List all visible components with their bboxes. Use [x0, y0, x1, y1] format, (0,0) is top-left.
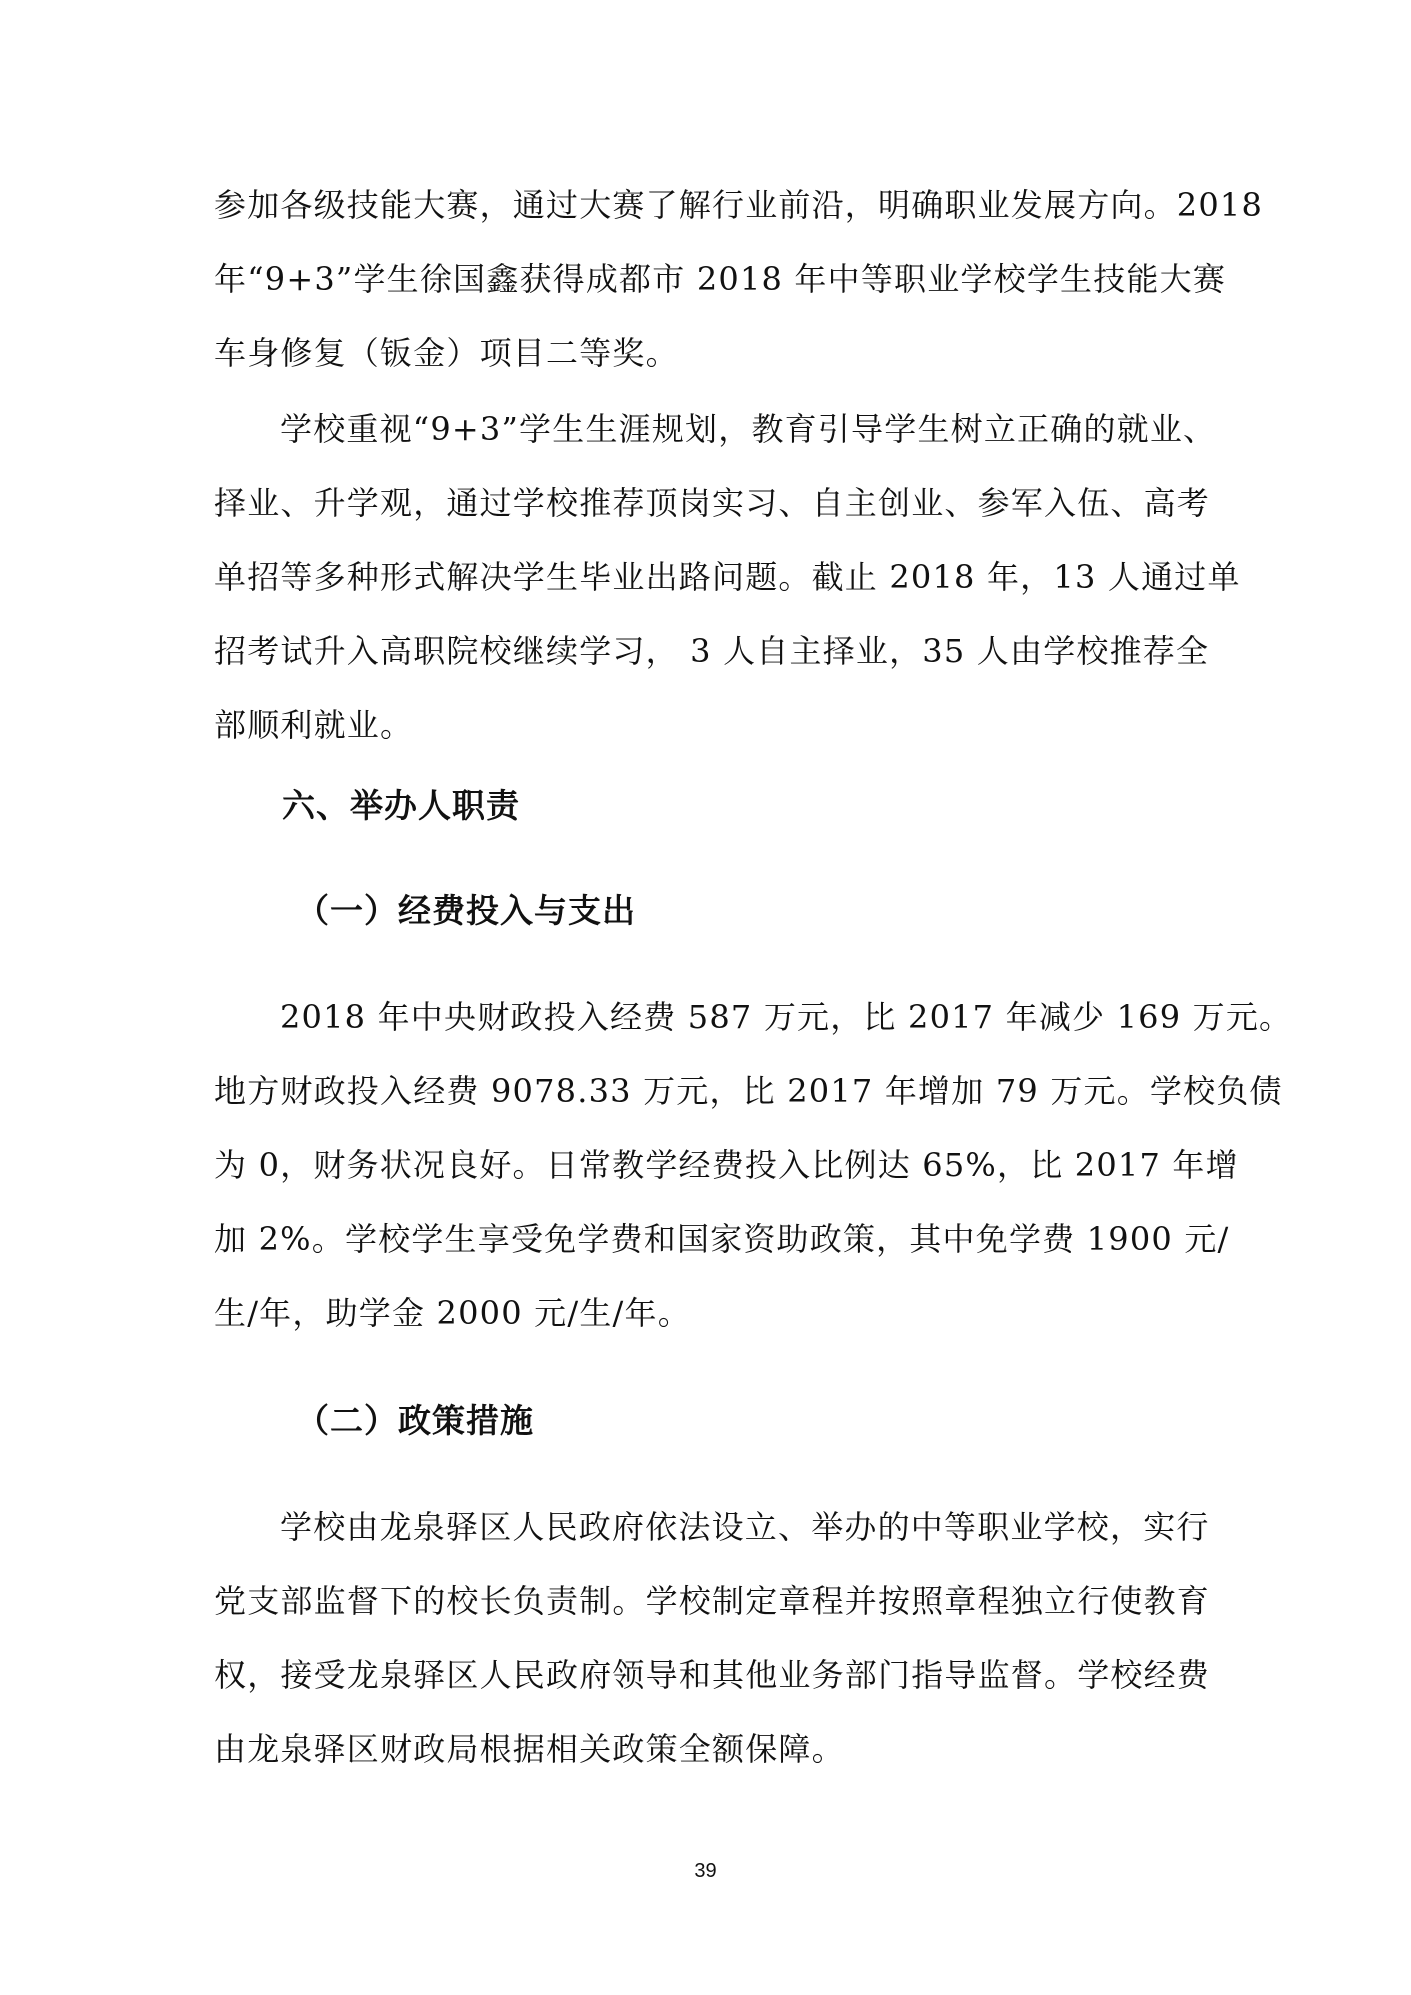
paragraph-skills-competition: [214, 168, 1264, 390]
paragraph-career-planning: [214, 392, 1241, 762]
paragraph-funding: [214, 980, 1293, 1350]
text-line: 地方财政投入经费 9078.33 万元，比 2017 年增加 79 万元。学校负债: [214, 1072, 1283, 1110]
paragraph-policy: [214, 1490, 1211, 1786]
subsection-heading: （一）经费投入与支出: [296, 891, 636, 930]
text-line: 择业、升学观，通过学校推荐顶岗实习、自主创业、参军入伍、高考: [214, 484, 1211, 522]
text-line: 部顺利就业。: [214, 706, 414, 744]
subsection-heading: （二）政策措施: [296, 1401, 534, 1440]
text-line: 单招等多种形式解决学生毕业出路问题。截止 2018 年，13 人通过单: [214, 558, 1241, 596]
section-heading: 六、举办人职责: [282, 786, 520, 825]
text-line: 学校由龙泉驿区人民政府依法设立、举办的中等职业学校，实行: [280, 1508, 1210, 1546]
text-line: 加 2%。学校学生享受免学费和国家资助政策，其中免学费 1900 元/: [214, 1220, 1230, 1258]
text-line: 参加各级技能大赛，通过大赛了解行业前沿，明确职业发展方向。2018: [214, 186, 1264, 224]
text-line: 生/年，助学金 2000 元/生/年。: [214, 1294, 691, 1332]
text-line: 为 0，财务状况良好。日常教学经费投入比例达 65%，比 2017 年增: [214, 1146, 1239, 1184]
text-line: 车身修复（钣金）项目二等奖。: [214, 334, 679, 372]
text-line: 2018 年中央财政投入经费 587 万元，比 2017 年减少 169 万元。: [280, 998, 1293, 1036]
page-number: 39: [694, 1860, 717, 1882]
text-line: 学校重视“9+3”学生生涯规划，教育引导学生树立正确的就业、: [280, 410, 1217, 448]
text-line: 权，接受龙泉驿区人民政府领导和其他业务部门指导监督。学校经费: [214, 1656, 1211, 1694]
text-line: 由龙泉驿区财政局根据相关政策全额保障。: [214, 1730, 845, 1768]
text-line: 党支部监督下的校长负责制。学校制定章程并按照章程独立行使教育: [214, 1582, 1211, 1620]
text-line: 招考试升入高职院校继续学习， 3 人自主择业，35 人由学校推荐全: [214, 632, 1210, 670]
text-line: 年“9+3”学生徐国鑫获得成都市 2018 年中等职业学校学生技能大赛: [214, 260, 1227, 298]
